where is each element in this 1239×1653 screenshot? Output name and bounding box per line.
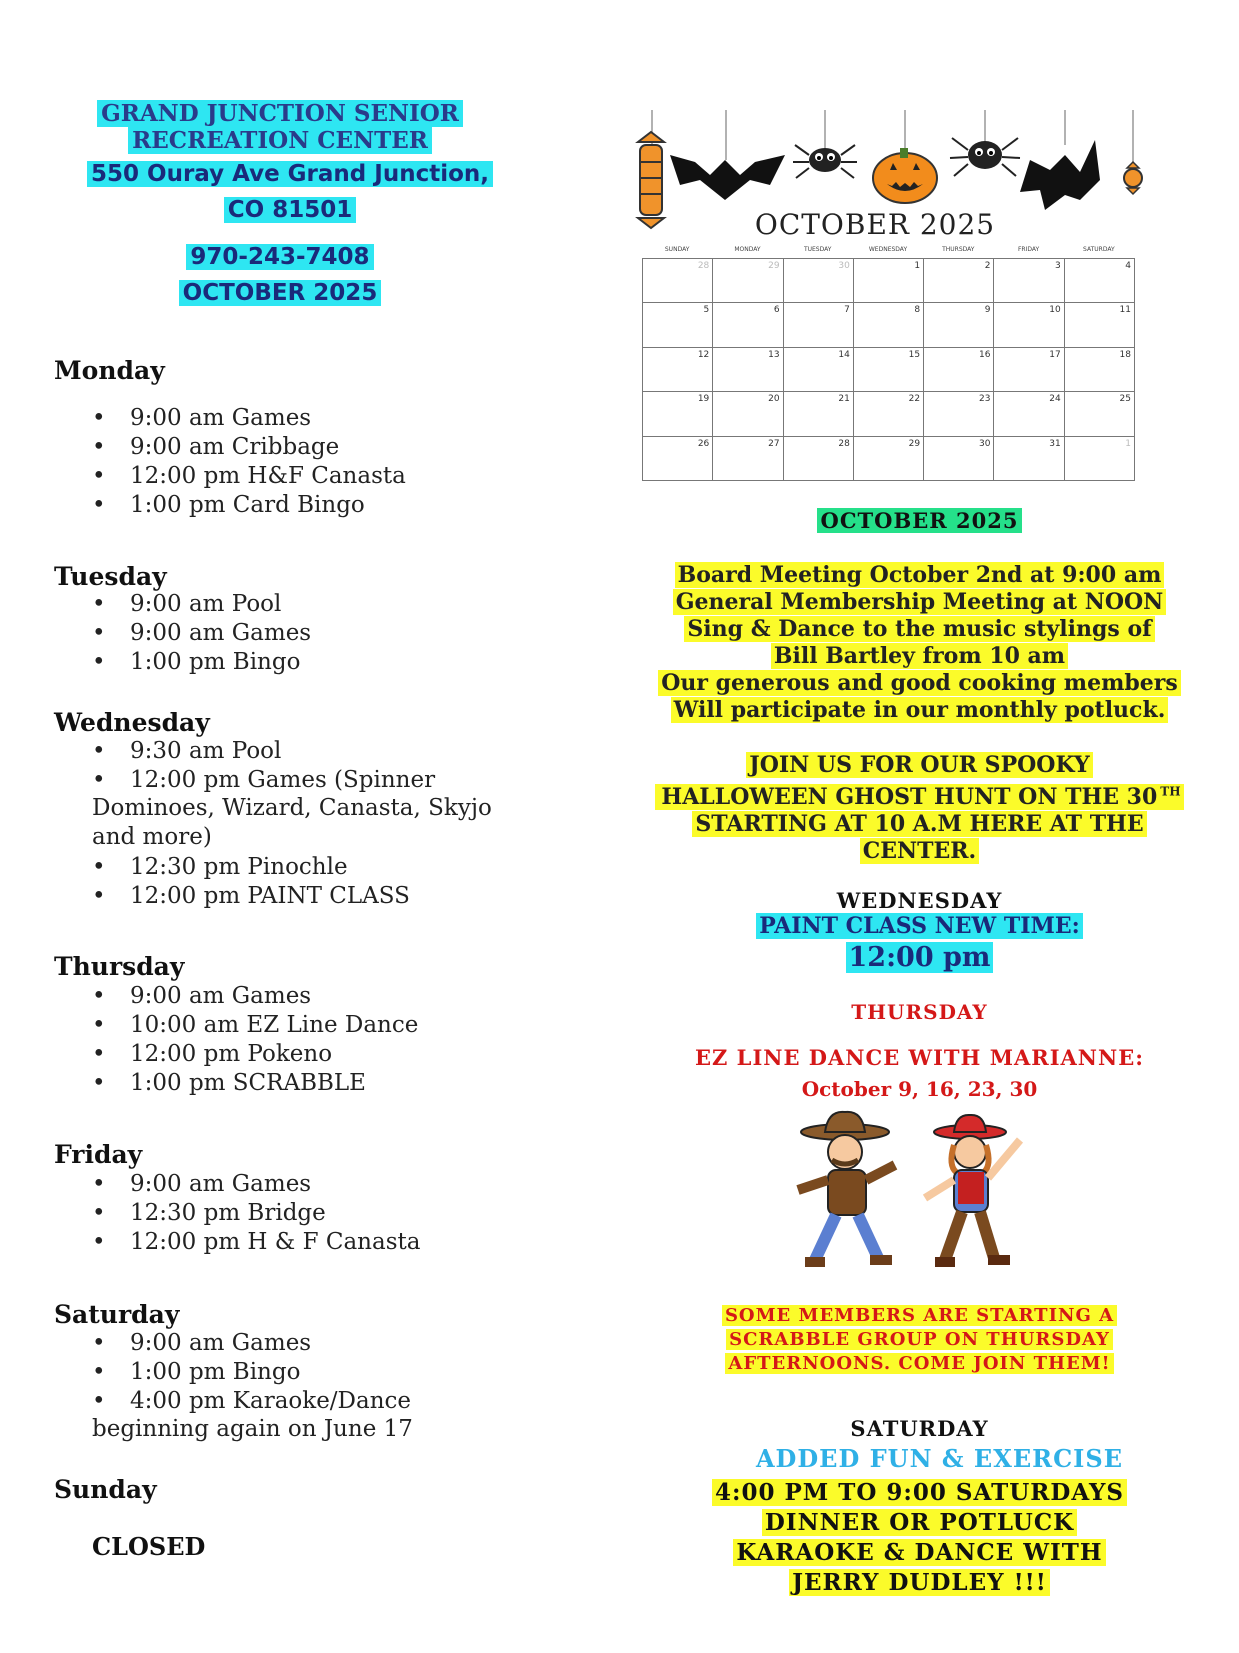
calendar-day-cell: 20 [712, 391, 783, 436]
day-heading-monday: Monday [54, 356, 165, 385]
list-item-continuation: and more) [92, 824, 212, 850]
day-heading-friday: Friday [54, 1140, 143, 1169]
calendar-day-cell: 23 [923, 391, 994, 436]
calendar-day-cell: 31 [993, 436, 1064, 481]
calendar-day-cell: 30 [783, 258, 854, 303]
day-heading-thursday: Thursday [54, 952, 185, 981]
pumpkin-icon [873, 148, 937, 203]
calendar-day-cell: 5 [642, 302, 713, 347]
calendar-day-cell: 16 [923, 347, 994, 392]
address-line1: 550 Ouray Ave Grand Junction, [70, 161, 510, 187]
calendar-day-cell: 3 [993, 258, 1064, 303]
day-heading-sunday: Sunday [54, 1475, 157, 1504]
list-item: • 12:30 pm Pinochle [92, 854, 348, 880]
line-dancers-illustration [770, 1110, 1050, 1290]
list-item: • 9:30 am Pool [92, 738, 282, 764]
list-item: • 9:00 am Games [92, 405, 312, 431]
cowgirl-figure [925, 1115, 1020, 1262]
calendar-weekday-header: FRIDAY [1017, 246, 1040, 253]
candy-icon [1124, 162, 1142, 194]
calendar-day-cell: 10 [993, 302, 1064, 347]
weekly-schedule-column [0, 0, 600, 1653]
calendar-day-cell: 19 [642, 391, 713, 436]
list-item: • 9:00 am Games [92, 1171, 312, 1197]
calendar-grid [642, 246, 1134, 490]
list-item: • 12:00 pm Games (Spinner [92, 767, 436, 793]
sunday-closed-status: CLOSED [92, 1532, 206, 1561]
list-item: • 12:00 pm Pokeno [92, 1041, 333, 1067]
day-heading-tuesday: Tuesday [54, 562, 167, 591]
list-item: • 9:00 am Cribbage [92, 434, 340, 460]
calendar-weekday-header: MONDAY [734, 246, 761, 253]
list-item: • 9:00 am Games [92, 983, 312, 1009]
announcement-line: Our generous and good cooking members [600, 670, 1239, 697]
line-dance-dates: October 9, 16, 23, 30 [801, 1077, 1038, 1101]
saturday-details: 4:00 PM TO 9:00 SATURDAYS DINNER OR POTLUCK KARAOKE & DANCE WITH JERRY DUDLEY !!! [600, 1478, 1239, 1598]
calendar-day-cell: 9 [923, 302, 994, 347]
spider-icon [950, 138, 1020, 176]
cowboy-figure [798, 1112, 895, 1262]
calendar-day-cell: 2 [923, 258, 994, 303]
line-dance-notice: EZ LINE DANCE WITH MARIANNE: [695, 1045, 1144, 1070]
calendar-day-cell: 27 [712, 436, 783, 481]
calendar-day-cell: 14 [783, 347, 854, 392]
calendar-day-cell: 22 [853, 391, 924, 436]
list-item: • 12:00 pm H & F Canasta [92, 1229, 421, 1255]
phone-number: 970-243-7408 [70, 244, 490, 270]
list-item: • 10:00 am EZ Line Dance [92, 1012, 419, 1038]
paint-class-notice: PAINT CLASS NEW TIME: [600, 913, 1239, 939]
calendar-day-cell: 7 [783, 302, 854, 347]
announcement-line: Bill Bartley from 10 am [600, 643, 1239, 670]
calendar-day-cell: 28 [783, 436, 854, 481]
list-item-continuation: Dominoes, Wizard, Canasta, Skyjo [92, 795, 492, 821]
calendar-weekday-header: WEDNESDAY [868, 246, 908, 253]
calendar-weekday-header: THURSDAY [942, 246, 975, 253]
day-heading-wednesday: Wednesday [54, 708, 210, 737]
halloween-announcement: JOIN US FOR OUR SPOOKY HALLOWEEN GHOST HUNT ON THE 30 $^{TH}$ STARTING AT 10 A.M HERE AT THE CENTER. [600, 752, 1239, 865]
calendar-day-cell: 28 [642, 258, 713, 303]
spider-icon [793, 145, 857, 178]
candy-icon [638, 132, 664, 228]
list-item: • 1:00 pm Card Bingo [92, 492, 365, 518]
calendar-day-cell: 8 [853, 302, 924, 347]
list-item: • 9:00 am Games [92, 620, 312, 646]
thursday-label: THURSDAY [851, 1000, 988, 1024]
announcement-block [600, 562, 1239, 724]
month-heading: OCTOBER 2025 [70, 280, 490, 306]
calendar-day-cell: 1 [853, 258, 924, 303]
list-item: • 4:00 pm Karaoke/Dance [92, 1388, 412, 1414]
calendar-day-cell: 17 [993, 347, 1064, 392]
calendar-day-cell: 13 [712, 347, 783, 392]
calendar-day-cell: 30 [923, 436, 994, 481]
list-item: • 1:00 pm SCRABBLE [92, 1070, 366, 1096]
announcement-line: Sing & Dance to the music stylings of [600, 616, 1239, 643]
calendar-day-cell: 1 [1064, 436, 1135, 481]
org-name-line2: RECREATION CENTER [90, 127, 470, 154]
day-heading-saturday: Saturday [54, 1300, 180, 1329]
list-item: • 9:00 am Games [92, 1330, 312, 1356]
announcement-month: OCTOBER 2025 [600, 508, 1239, 533]
calendar-day-cell: 6 [712, 302, 783, 347]
calendar-title: OCTOBER 2025 [754, 208, 996, 241]
address-line2: CO 81501 [70, 197, 510, 223]
calendar-day-cell: 18 [1064, 347, 1135, 392]
calendar-day-cell: 29 [712, 258, 783, 303]
calendar-weekday-header: SATURDAY [1083, 246, 1115, 253]
scrabble-notice: SOME MEMBERS ARE STARTING A SCRABBLE GROUP ON THURSDAY AFTERNOONS. COME JOIN THEM! [600, 1304, 1239, 1376]
saturday-label: SATURDAY [850, 1416, 989, 1441]
calendar-weekday-header: SUNDAY [664, 246, 690, 253]
wednesday-label: WEDNESDAY [836, 888, 1003, 913]
calendar-day-cell: 4 [1064, 258, 1135, 303]
announcement-line: General Membership Meeting at NOON [600, 589, 1239, 616]
calendar-day-cell: 25 [1064, 391, 1135, 436]
calendar-day-cell: 29 [853, 436, 924, 481]
added-fun-heading: ADDED FUN & EXERCISE [755, 1444, 1124, 1473]
announcements-column [600, 0, 1239, 1653]
org-name-line1: GRAND JUNCTION SENIOR [90, 100, 470, 127]
list-item: • 9:00 am Pool [92, 591, 282, 617]
list-item-continuation: beginning again on June 17 [92, 1416, 413, 1442]
calendar-day-cell: 21 [783, 391, 854, 436]
paint-class-time: 12:00 pm [600, 942, 1239, 973]
calendar-day-cell: 12 [642, 347, 713, 392]
calendar-day-cell: 24 [993, 391, 1064, 436]
calendar-day-cell: 15 [853, 347, 924, 392]
calendar-day-cell: 26 [642, 436, 713, 481]
calendar-weekday-header: TUESDAY [803, 246, 832, 253]
list-item: • 12:30 pm Bridge [92, 1200, 326, 1226]
list-item: • 12:00 pm H&F Canasta [92, 463, 406, 489]
calendar-day-cell: 11 [1064, 302, 1135, 347]
bat-icon [1020, 140, 1100, 210]
announcement-line: Will participate in our monthly potluck. [600, 697, 1239, 724]
list-item: • 1:00 pm Bingo [92, 1359, 301, 1385]
announcement-line: Board Meeting October 2nd at 9:00 am [600, 562, 1239, 589]
list-item: • 1:00 pm Bingo [92, 649, 301, 675]
bat-icon [670, 155, 785, 200]
list-item: • 12:00 pm PAINT CLASS [92, 883, 410, 909]
